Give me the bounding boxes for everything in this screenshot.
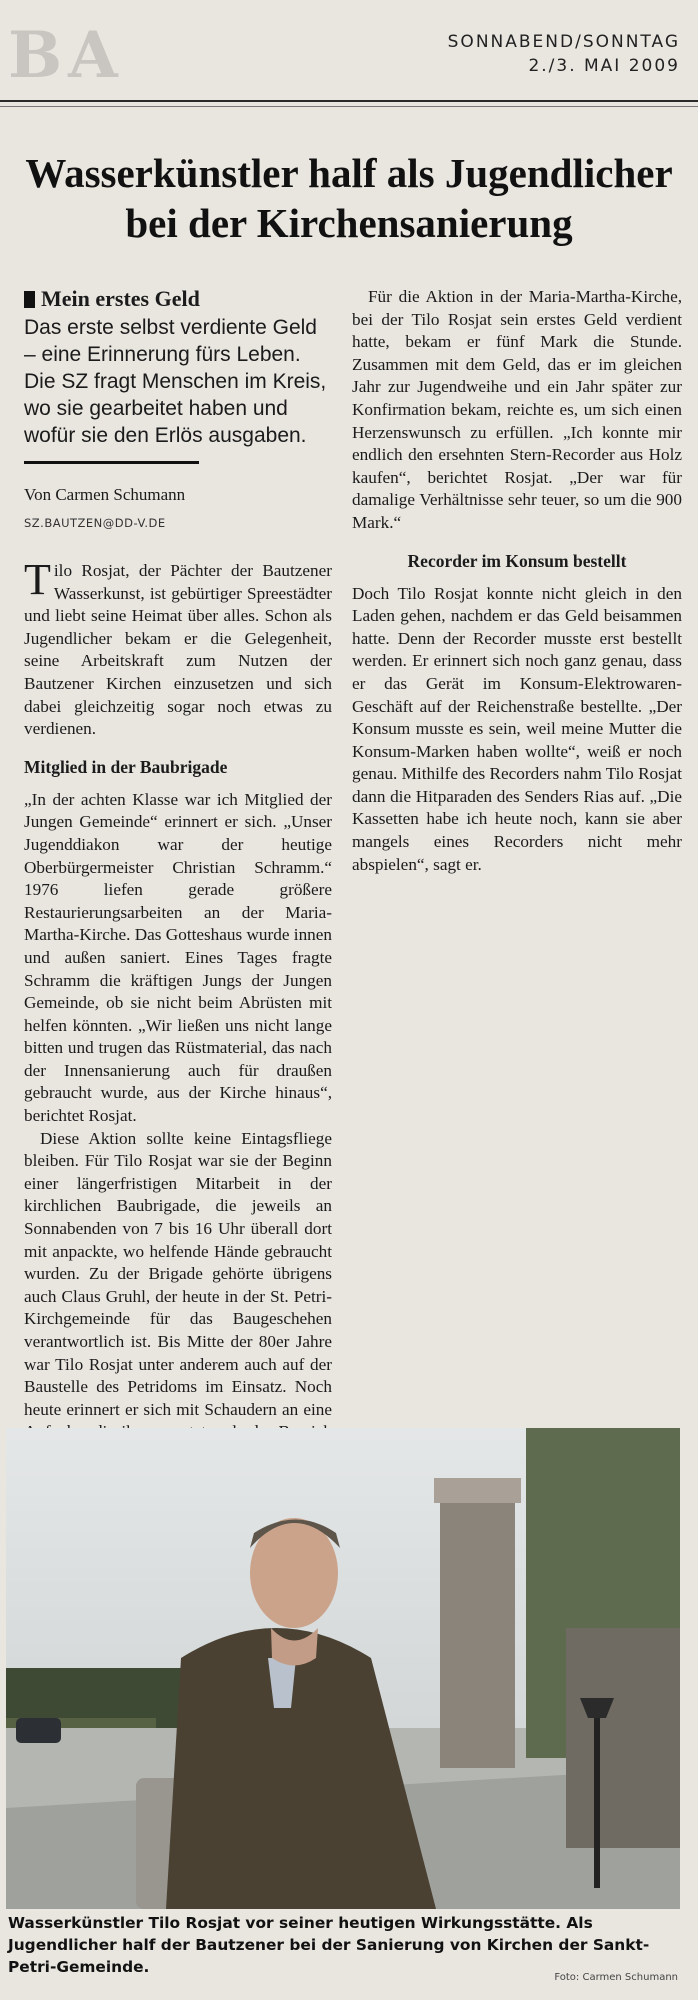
paragraph-3: Diese Aktion sollte keine Eintagsfliege bleiben. Für Tilo Rosjat war sie der Beginn einer längerfristigen Mitarbeit in der kirchlichen Baubrigade, die jeweils an Sonnabenden von 7 bis 16 Uhr überall dort mit anpackte, wo helfende Hände gebraucht wurden. Zu der Brigade gehörte übrigens auch Claus Gruhl, der heute in der St. Petri-Kirchgemeinde für das Baugeschehen verantwortlich ist. Bis Mitte der 80er Jahre war Tilo Rosjat unter anderem auch auf der Baustelle des Petridoms im Einsatz. Noch heute erinnert er sich mit Schaudern an eine — [24, 1128, 332, 1419]
dateline-day: SONNABEND/SONNTAG — [447, 32, 680, 52]
intro-text: Das erste selbst verdiente Geld – eine Erinnerung fürs Leben. Die SZ fragt Menschen im Kreis, wo sie gearbeitet haben und wofür sie den Erlös ausgaben. — [24, 316, 327, 447]
drop-cap: T — [24, 555, 51, 604]
paragraph-4: Für die Aktion in der Maria-Martha-Kirche, bei der Tilo Rosjat sein erstes Geld verdient hatte, bekam er fünf Mark die Stunde. Zusammen mit dem Geld, das er im gleichen Jahr zur Jugendweihe und ein Jahr später zur Konfirmation bekam, reichte es, um sich einen Herzenswunsch zu erfüllen. „Ich konnte mir endlich den ersehnten Stern-Recorder aus Holz kaufen“, berichtet Rosjat. „Der war für damalige Verhältnisse sehr teuer, so um die 900 Mark.“ — [352, 287, 682, 532]
dateline-date: 2./3. MAI 2009 — [528, 56, 680, 76]
article-photo — [6, 1428, 680, 1909]
photo-credit: Foto: Carmen Schumann — [554, 1972, 678, 1983]
headline — [16, 148, 682, 248]
photo-caption: Wasserkünstler Tilo Rosjat vor seiner heutigen Wirkungsstätte. Als Jugendlicher half der Bautzener bei der Sanierung von Kirchen der Sankt-Petri-Gemeinde. — [8, 1914, 650, 1976]
paragraph-1-text: ilo Rosjat, der Pächter der Bautzener Wasserkunst, ist gebürtiger Spreestädter und liebt seine Heimat über alles. Schon als Jugendlicher bekam er die Gelegenheit, seine Arbeitskraft zum Nutzen der Bautzener Kirchen einzusetzen und sich dabei gleichzeitig sogar noch etwas zu verdienen. — [24, 561, 332, 739]
paragraph-1 — [24, 555, 332, 741]
paragraph-5: Doch Tilo Rosjat konnte nicht gleich in den Laden gehen, nachdem er das Geld beisammen hatte. Denn der Recorder musste erst bestellt werden. Er erinnert sich noch ganz genau, dass er das Gerät im Konsum-Elektrowaren-Geschäft auf der Reichenstraße bestellte. „Der Konsum musste es sein, weil meine Mutter die Konsum-Marken haben wollte“, weiß er noch genau. Mithilfe des Recorders nahm Tilo Rosjat dann die Hitparaden des Senders Rias auf. „Die Kassetten habe ich heute noch, kann sie aber mangels eines Recorders nicht mehr abspielen“, sagt er. — [352, 583, 682, 874]
intro-rule — [24, 461, 199, 464]
author-byline: Von Carmen Schumann — [24, 485, 186, 504]
paragraph-2: „In der achten Klasse war ich Mitglied der Jungen Gemeinde“ erinnert er sich. „Unser Jugenddiakon war der heutige Oberbürgermeister Christian Schramm.“ 1976 liefen gerade größere Restaurierungsarbeiten an der Maria-Martha-Kirche. Das Gotteshaus wurde innen und außen saniert. Eines Tages fragte Schramm die kräftigen Jungs der Jungen Gemeinde, ob sie nicht beim Abrüsten mit helfen könnten. „Wir ließen uns nicht lange bitten und trugen das Rüstmaterial, das nach der Innensanierung auch für draußen gebraucht wurde, aus der Kirche hinaus“, berichtet Rosjat. — [24, 789, 332, 1126]
photo-illustration — [6, 1428, 680, 1909]
masthead-ghost: BA — [8, 18, 124, 93]
left-column — [24, 286, 332, 1580]
top-rule-thin — [0, 106, 698, 107]
rubric-marker — [24, 291, 35, 308]
subhead-baubrigade: Mitglied in der Baubrigade — [24, 756, 228, 777]
rubric-label: Mein erstes Geld — [41, 286, 200, 311]
rubric — [24, 286, 332, 312]
headline-line-2: bei der Kirchensanierung — [125, 200, 573, 246]
top-rule — [0, 100, 698, 102]
dateline — [448, 30, 680, 78]
headline-line-1: Wasserkünstler half als Jugendlicher — [25, 150, 673, 196]
author-email: SZ.BAUTZEN@DD-V.DE — [24, 516, 166, 530]
right-column — [352, 286, 682, 876]
subhead-recorder: Recorder im Konsum bestellt — [407, 550, 627, 571]
